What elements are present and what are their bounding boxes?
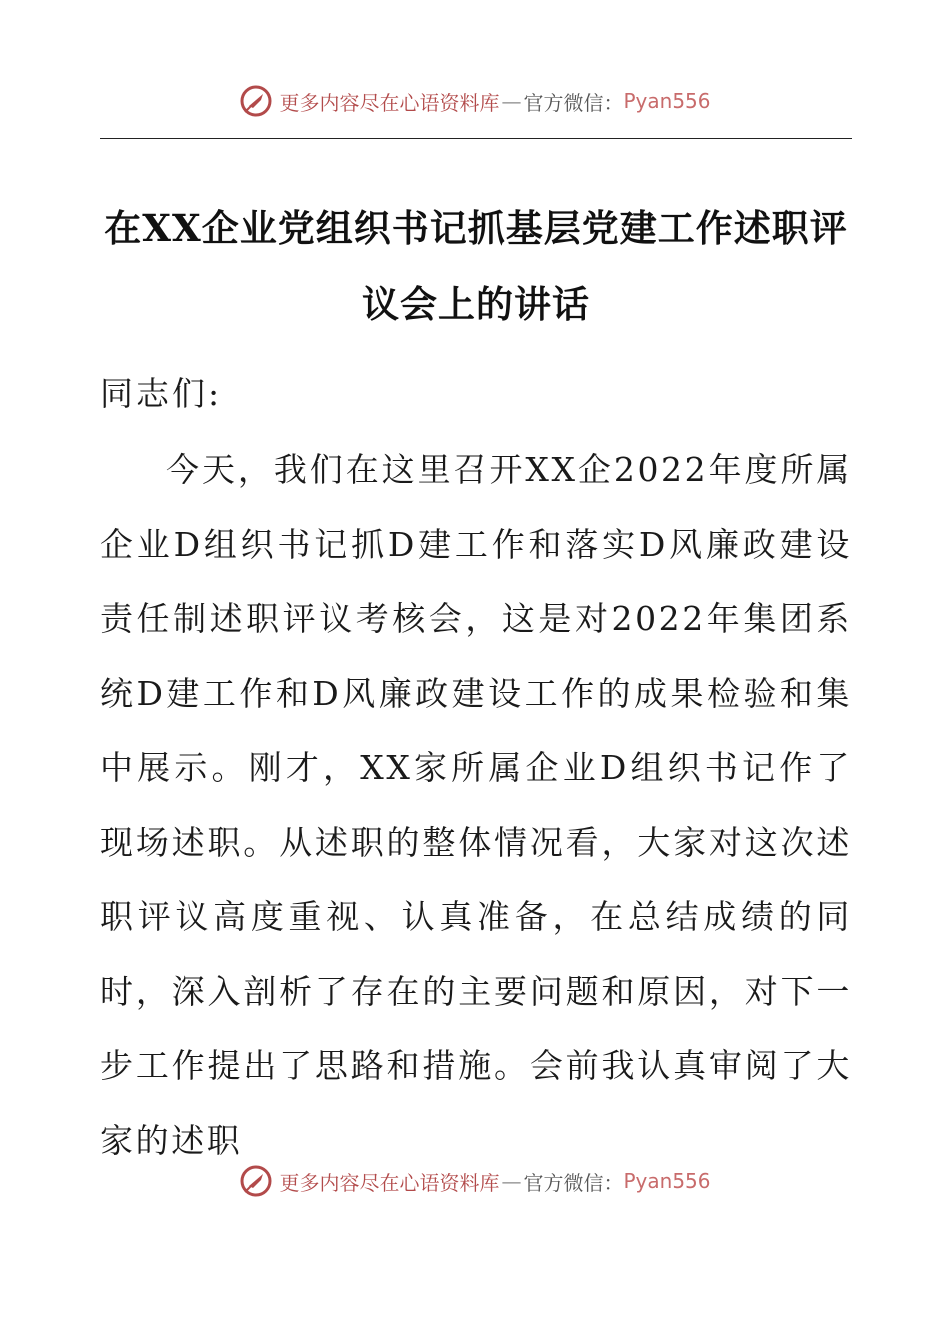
banner-separator: — xyxy=(501,1169,522,1193)
salutation: 同志们: xyxy=(100,374,223,413)
wechat-label: 官方微信： xyxy=(523,90,624,115)
header-banner xyxy=(0,84,950,118)
logo-icon xyxy=(239,84,273,118)
footer-banner xyxy=(0,1164,950,1198)
banner-title: 更多内容尽在心语资料库 xyxy=(279,1170,500,1195)
logo-icon xyxy=(239,1164,273,1198)
wechat-id: Pyan556 xyxy=(623,89,711,113)
body-paragraph: 今天，我们在这里召开XX企2022年度所属企业D组织书记抓D建工作和落实D风廉政建设责任制述职评议考核会，这是对2022年集团系统D建工作和D风廉政建设工作的成果检验和集中展示。刚才，XX家所属企业D组织书记作了现场述职。从述职的整体情况看，大家对这次述职评议高度重视、认真准备，在总结成绩的同时，深入剖析了存在的主要问题和原因，对下一步工作提出了思路和措施。会前我认真审阅了大家的述职 xyxy=(100,450,852,1160)
header-divider xyxy=(100,138,852,139)
wechat-id: Pyan556 xyxy=(623,1169,711,1193)
wechat-label: 官方微信： xyxy=(523,1170,624,1195)
banner-title: 更多内容尽在心语资料库 xyxy=(279,90,500,115)
banner-separator: — xyxy=(501,89,522,113)
document-title: 在XX企业党组织书记抓基层党建工作述职评议会上的讲话 xyxy=(104,206,848,326)
